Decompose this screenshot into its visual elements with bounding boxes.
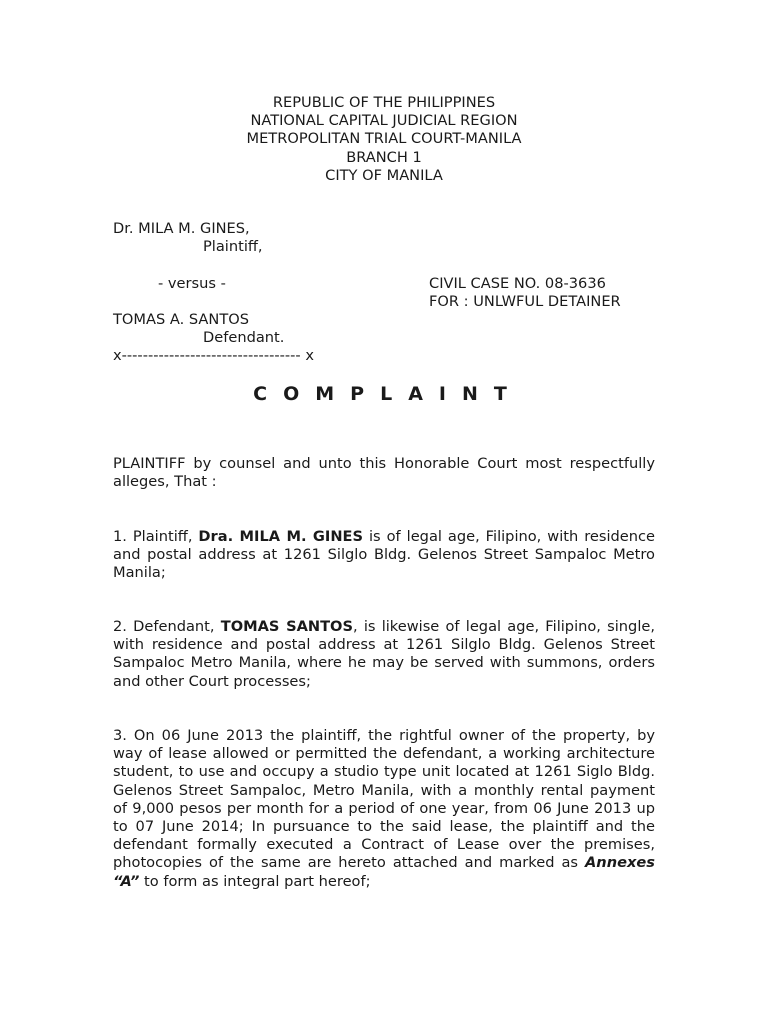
caption-separator: x---------------------------------- x — [113, 347, 314, 364]
civil-case-number: CIVIL CASE NO. 08-3636 — [429, 275, 606, 292]
versus-label: - versus - — [158, 275, 226, 292]
paragraph-3-text: 3. On 06 June 2013 the plaintiff, the rightful owner of the property, by way of lease allowed or permitted the defendant, a working architecture student, to use and occupy a studio type unit located at 1261 Siglo Bldg. Gelenos Street Sampaloc, Metro Manila, with a monthly rental payment of 9,000 pesos per month for a period of one year, from 06 June 2013 up to 07 June 2014; In pursuance to the said lease, the plaintiff and the defendant formally executed a Contract of Lease over the premises, photocopies of the same are hereto attached and marked as — [113, 727, 655, 872]
paragraph-2 — [113, 618, 655, 691]
paragraph-2-defendant-name: TOMAS SANTOS — [220, 618, 353, 635]
paragraph-2-text: , is likewise of legal age, Filipino, single, with residence and postal address at 1261 Silglo Bldg. Gelenos Street Sampaloc Metro Manila, where he may be served with summons, orders and other Court processes; — [113, 618, 655, 690]
paragraph-1 — [113, 528, 655, 583]
header-line-branch: BRANCH 1 — [346, 148, 422, 166]
paragraph-2-prefix: 2. Defendant, — [113, 618, 221, 635]
header-line-city: CITY OF MANILA — [325, 166, 443, 184]
header-line-republic: REPUBLIC OF THE PHILIPPINES — [272, 94, 496, 111]
case-nature: FOR : UNLWFUL DETAINER — [429, 293, 621, 310]
paragraph-3-suffix: to form as integral part hereof; — [139, 872, 371, 890]
plaintiff-name: Dr. MILA M. GINES, — [113, 220, 250, 237]
paragraph-3-annex: Annexes “A” — [113, 854, 655, 890]
intro-paragraph: PLAINTIFF by counsel and unto this Honorable Court most respectfully alleges, That : — [113, 455, 655, 491]
court-header — [0, 94, 768, 185]
paragraph-1-prefix: 1. Plaintiff, — [113, 528, 199, 545]
paragraph-1-text: is of legal age, Filipino, with residence and postal address at 1261 Silglo Bldg. Gelenos Street Sampaloc Metro Manila; — [113, 528, 655, 582]
plaintiff-role: Plaintiff, — [203, 238, 263, 255]
paragraph-1-plaintiff-name: Dra. MILA M. GINES — [198, 528, 364, 545]
defendant-name: TOMAS A. SANTOS — [113, 311, 249, 328]
defendant-role: Defendant. — [203, 329, 285, 346]
header-line-court: METROPOLITAN TRIAL COURT-MANILA — [246, 130, 522, 148]
paragraph-3 — [113, 727, 655, 891]
header-line-region: NATIONAL CAPITAL JUDICIAL REGION — [250, 112, 518, 130]
document-title: COMPLAINT — [253, 383, 523, 405]
